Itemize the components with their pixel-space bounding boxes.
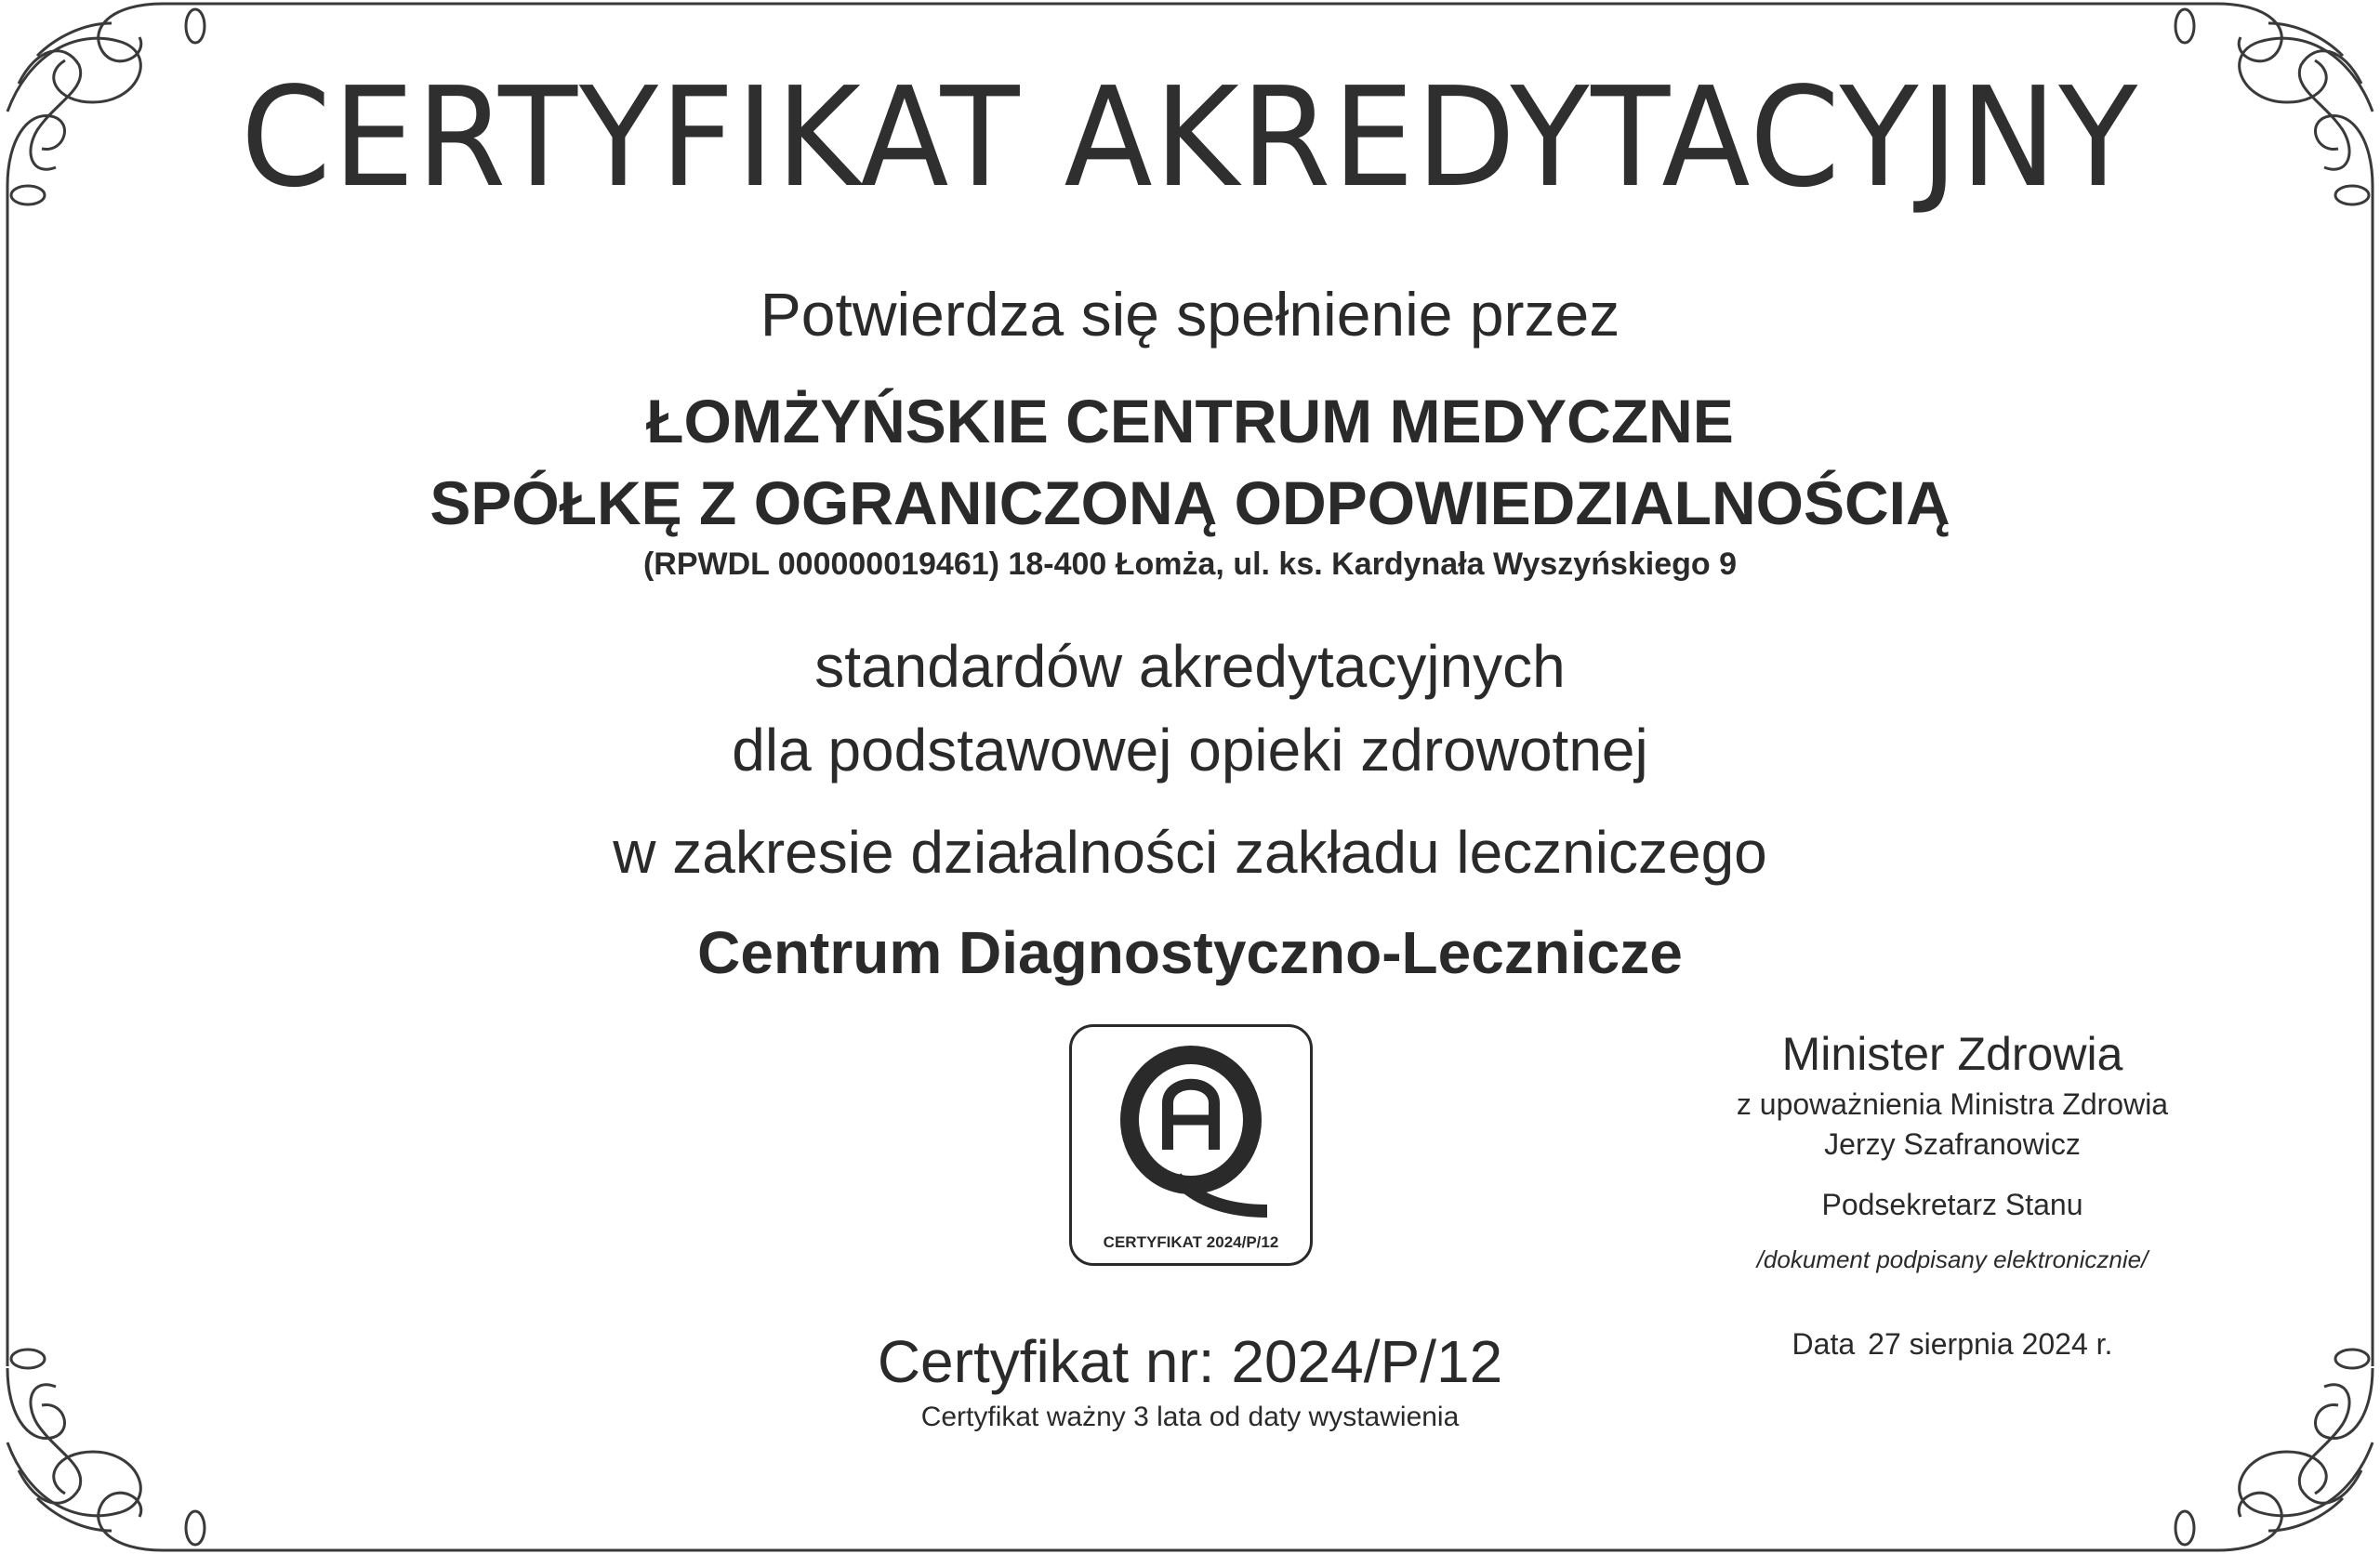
electronic-signature-note: /dokument podpisany elektronicznie/ [1756,1245,2149,1273]
accreditation-logo [1069,1024,1313,1266]
unit-name: Centrum Diagnostyczno-Lecznicze [697,919,1683,986]
signatory-authorization: z upoważnienia Ministra Zdrowia [1736,1087,2169,1121]
certificate-title: CERTYFIKAT AKREDYTACYJNY [240,58,2140,217]
organization-name-line1: ŁOMŻYŃSKIE CENTRUM MEDYCZNE [646,387,1734,455]
date-value: 27 sierpnia 2024 r. [1868,1327,2113,1361]
issue-date [1711,1327,2194,1362]
quality-accreditation-logo-icon [1072,1027,1310,1265]
scope-text: w zakresie działalności zakładu leczniczego [613,819,1767,886]
certificate-number: Certyfikat nr: 2024/P/12 [877,1328,1503,1395]
organization-address: (RPWDL 000000019461) 18-400 Łomża, ul. ks. Kardynała Wyszyńskiego 9 [642,547,1738,582]
organization-name-line2: SPÓŁKĘ Z OGRANICZONĄ ODPOWIEDZIALNOŚCIĄ [430,468,1950,537]
signatory-position: Podsekretarz Stanu [1821,1188,2083,1221]
date-label: Data [1792,1327,1856,1361]
intro-text: Potwierdza się spełnienie przez [760,280,1620,349]
signatory-title: Minister Zdrowia [1781,1028,2123,1080]
corner-ornament-bottom-left [7,1350,205,1550]
standards-line1: standardów akredytacyjnych [814,633,1566,700]
standards-line2: dla podstawowej opieki zdrowotnej [732,717,1648,784]
certificate-validity: Certyfikat ważny 3 lata od daty wystawienia [920,1402,1460,1432]
logo-caption: CERTYFIKAT 2024/P/12 [1103,1233,1279,1251]
corner-ornament-bottom-right [2175,1350,2373,1550]
signatory-name: Jerzy Szafranowicz [1824,1127,2081,1161]
